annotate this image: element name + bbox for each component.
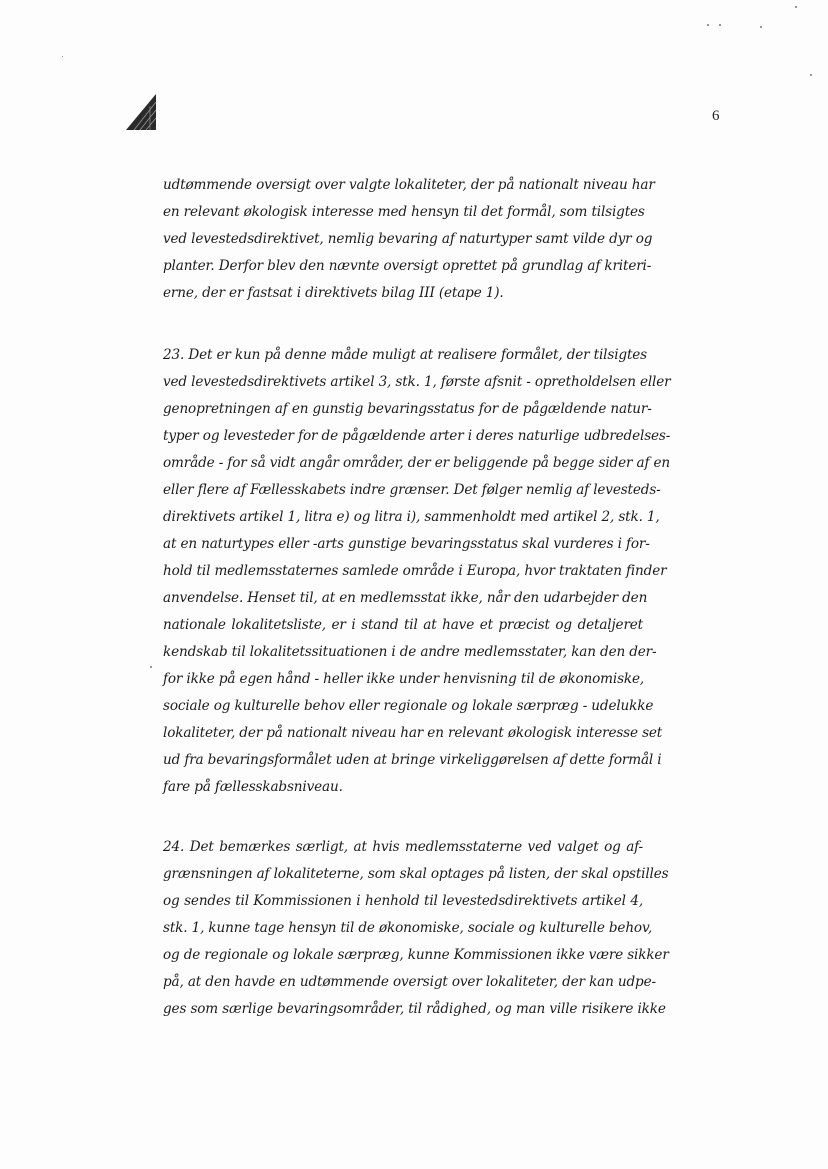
paragraph-23 (163, 342, 671, 801)
text-line: fare på fællesskabsniveau. (163, 779, 343, 795)
text-line: ved levestedsdirektivet, nemlig bevaring af naturtyper samt vilde dyr og (163, 231, 653, 247)
scan-speck (707, 24, 709, 26)
text-line: udtømmende oversigt over valgte lokaliteter, der på nationalt niveau har (163, 177, 655, 193)
paragraph-continuation (163, 172, 655, 307)
scan-speck (150, 666, 152, 668)
text-line: og de regionale og lokale særpræg, kunne Kommissionen ikke være sikker (163, 947, 669, 963)
text-line: grænsningen af lokaliteterne, som skal optages på listen, der skal opstilles (163, 866, 669, 882)
text-line: nationale lokalitetsliste, er i stand til at have et præcist og detaljeret (163, 617, 643, 633)
text-line: 23. Det er kun på denne måde muligt at realisere formålet, der tilsigtes (163, 347, 647, 363)
page-number: 6 (712, 108, 720, 124)
text-line: eller flere af Fællesskabets indre grænser. Det følger nemlig af levesteds- (163, 482, 661, 498)
text-line: sociale og kulturelle behov eller regionale og lokale særpræg - udelukke (163, 698, 654, 714)
text-line: ud fra bevaringsformålet uden at bringe virkeliggørelsen af dette formål i (163, 752, 662, 768)
text-line: på, at den havde en udtømmende oversigt over lokaliteter, der kan udpe- (163, 974, 656, 990)
text-line: kendskab til lokalitetssituationen i de andre medlemsstater, kan den der- (163, 644, 657, 660)
scan-speck (810, 74, 812, 76)
text-line: ges som særlige bevaringsområder, til rådighed, og man ville risikere ikke (163, 1001, 666, 1017)
scan-speck (760, 26, 762, 28)
text-line: stk. 1, kunne tage hensyn til de økonomiske, sociale og kulturelle behov, (163, 920, 653, 936)
text-line: en relevant økologisk interesse med hensyn til det formål, som tilsigtes (163, 204, 645, 220)
text-line: direktivets artikel 1, litra e) og litra i), sammenholdt med artikel 2, stk. 1, (163, 509, 660, 525)
triangle-logo-icon (124, 92, 158, 132)
text-line: ved levestedsdirektivets artikel 3, stk. 1, første afsnit - opretholdelsen eller (163, 374, 671, 390)
text-line: genopretningen af en gunstig bevaringsstatus for de pågældende natur- (163, 401, 652, 417)
text-line: for ikke på egen hånd - heller ikke under henvisning til de økonomiske, (163, 671, 645, 687)
scan-speck (62, 56, 63, 57)
text-line: og sendes til Kommissionen i henhold til levestedsdirektivets artikel 4, (163, 893, 643, 909)
scan-speck (795, 6, 797, 8)
text-line: at en naturtypes eller -arts gunstige bevaringsstatus skal vurderes i for- (163, 536, 650, 552)
text-line: planter. Derfor blev den nævnte oversigt oprettet på grundlag af kriteri- (163, 258, 652, 274)
paragraph-24 (163, 834, 669, 1023)
text-line: anvendelse. Henset til, at en medlemsstat ikke, når den udarbejder den (163, 590, 648, 606)
text-line: erne, der er fastsat i direktivets bilag III (etape 1). (163, 285, 504, 301)
text-line: hold til medlemsstaternes samlede område i Europa, hvor traktaten finder (163, 563, 667, 579)
scan-speck (719, 24, 721, 26)
text-line: 24. Det bemærkes særligt, at hvis medlemsstaterne ved valget og af- (163, 839, 643, 855)
text-line: lokaliteter, der på nationalt niveau har en relevant økologisk interesse set (163, 725, 663, 741)
text-line: område - for så vidt angår områder, der er beliggende på begge sider af en (163, 455, 670, 471)
text-line: typer og levesteder for de pågældende arter i deres naturlige udbredelses- (163, 428, 671, 444)
